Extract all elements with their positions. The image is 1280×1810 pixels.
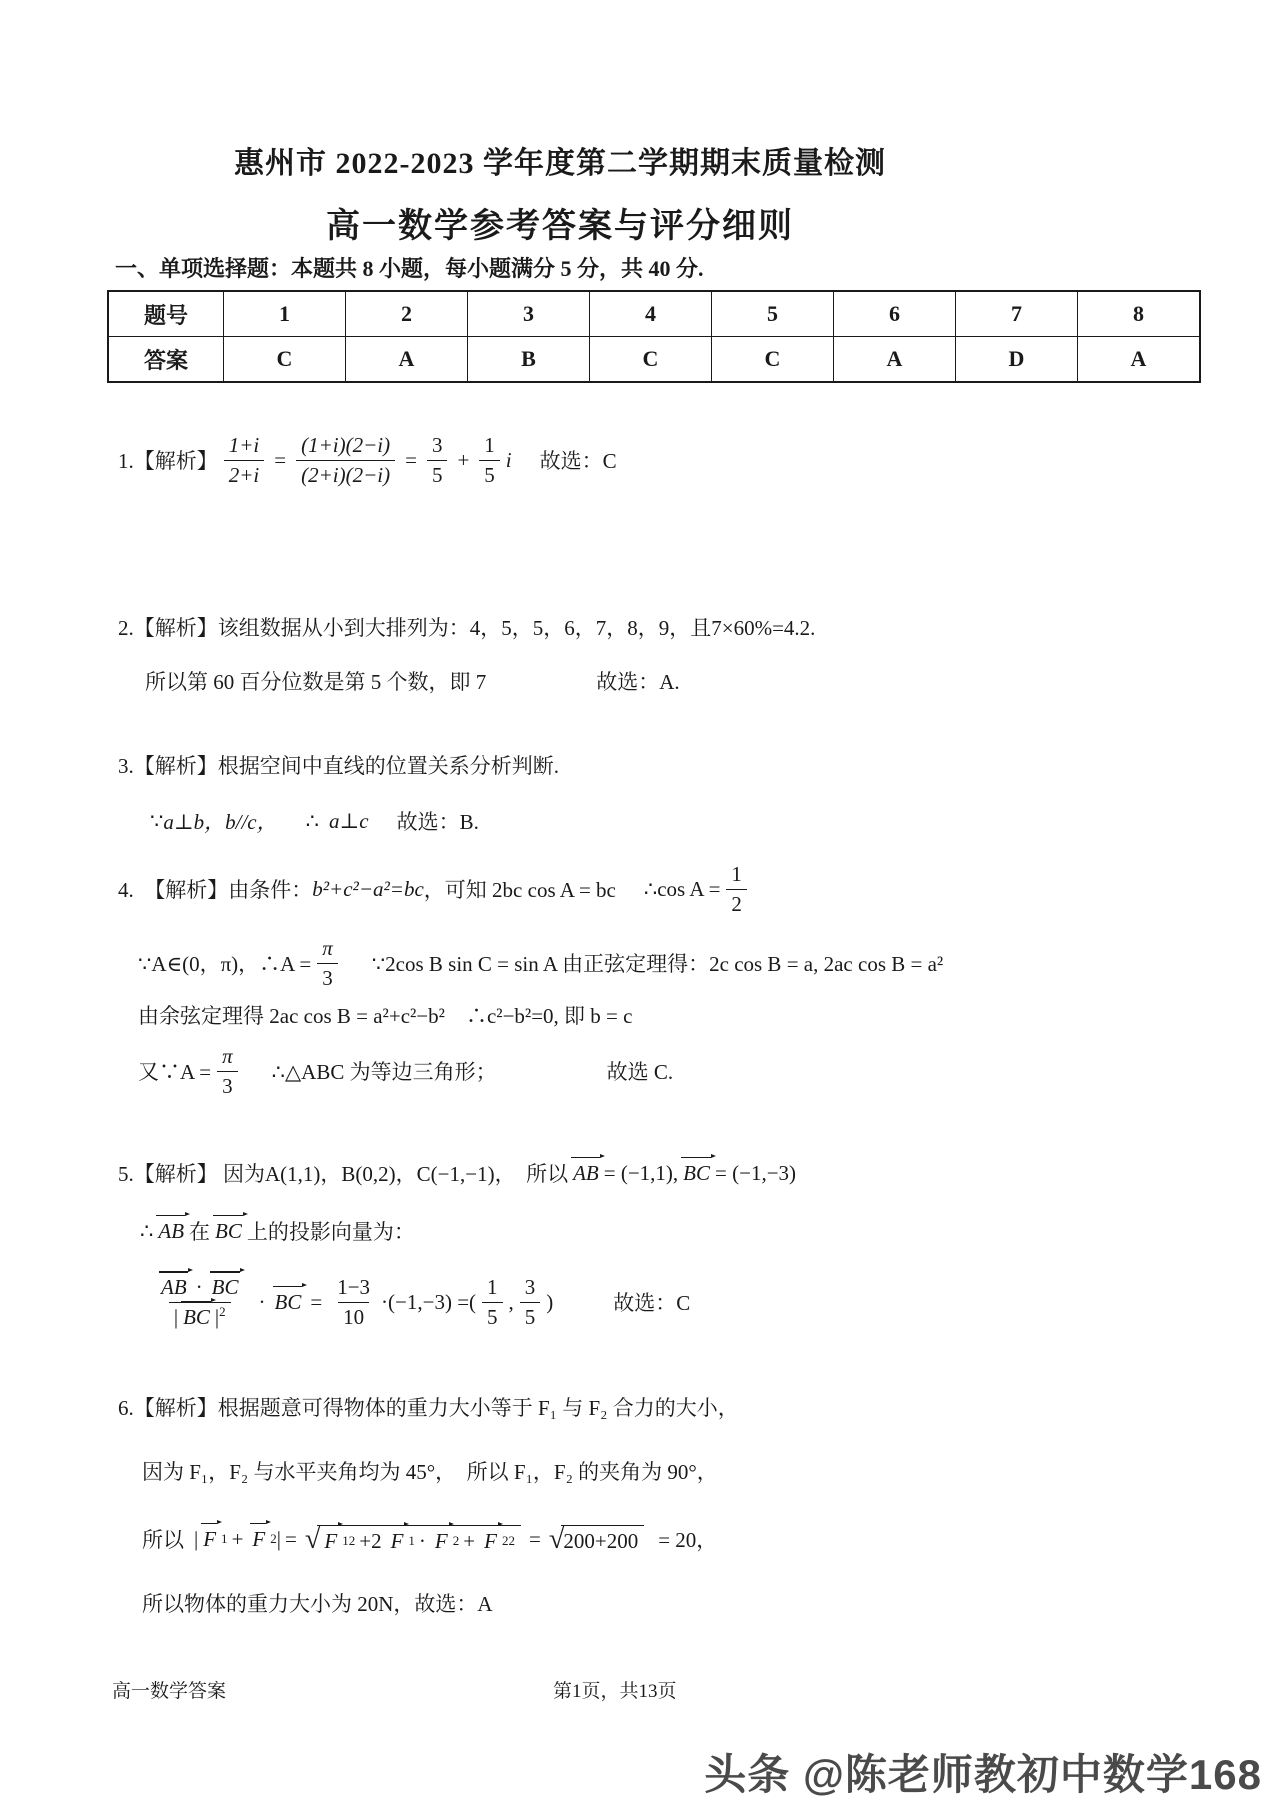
choice-text: 故选：C [613, 1291, 691, 1315]
solution-4-line1: 4. 【解析】由条件： b²+c²−a²=bc ，可知 2bc cos A = bc ∴cos A = $\frac{1}{2}$ [118, 858, 753, 920]
table-cell: 4 [590, 291, 712, 337]
solution-6-line2: 因为 F₁，F₂ 与水平夹角均为 45°， 所以 F₁，F₂ 的夹角为 90°， [142, 1460, 718, 1484]
table-cell: D [956, 337, 1078, 383]
square-root: √ 200+200 [549, 1525, 644, 1554]
solution-1: 1.【解析】 $\frac{1+i}{2+i}$ = $\frac{(1+i)(2-i)}{(2+i)(2-i)}$ = $\frac{3}{5}$ + $\frac{1}{5}$ i 故选：C [118, 433, 617, 487]
solution-3-line2: ∵ a⊥b，b//c， ∴ a⊥c 故选：B. [150, 806, 479, 836]
math-fraction: $\frac{1+i}{2+i}$ [224, 433, 265, 486]
solution-4-line2: ∵A∈(0，π)，∴A = $\frac{\pi}{3}$ ∵2cos B sin C = sin A 由正弦定理得：2c cos B = a, 2ac cos B = a² [138, 936, 944, 990]
choice-text: 故选 C. [606, 1060, 674, 1084]
vector-BC: BC [183, 1304, 210, 1329]
math-fraction: $\frac{1}{5}$ [482, 1275, 503, 1328]
math-fraction: $\frac{AB \cdot BC}{| BC |^2}$ [161, 1275, 239, 1329]
table-cell: C [712, 337, 834, 383]
math-fraction: $\frac{(1+i)(2-i)}{(2+i)(2-i)}$ [296, 433, 395, 486]
vector-F1: F [203, 1526, 217, 1551]
vector-BC: BC [211, 1275, 239, 1300]
table-cell: 题号 [108, 291, 224, 337]
table-cell: 2 [346, 291, 468, 337]
math-fraction: $\frac{1-3}{10}$ [337, 1275, 371, 1329]
table-cell: 7 [956, 291, 1078, 337]
math-fraction: $\frac{\pi}{3}$ [317, 936, 338, 989]
solution-6-line1: 6.【解析】根据题意可得物体的重力大小等于 F₁ 与 F₂ 合力的大小， [118, 1396, 739, 1420]
vector-F1: F [324, 1528, 338, 1553]
vector-F2: F [434, 1528, 448, 1553]
math-fraction: $\frac{3}{5}$ [520, 1275, 541, 1328]
solution-4-line4: 又∵A = $\frac{\pi}{3}$ ∴△ABC 为等边三角形； 故选 C. [138, 1044, 674, 1098]
table-cell: 答案 [108, 337, 224, 383]
vector-BC: BC [215, 1218, 242, 1243]
footer-document-name: 高一数学答案 [112, 1681, 227, 1702]
choice-text: 故选：A. [596, 670, 680, 694]
answer-table [107, 290, 1201, 383]
page-title: 惠州市 2022-2023 学年度第二学期期末质量检测 [234, 147, 886, 180]
solution-2-line1: 2.【解析】该组数据从小到大排列为：4，5，5，6，7，8，9，且7×60%=4.2. [118, 616, 816, 640]
math-fraction: $\frac{1}{2}$ [726, 862, 747, 915]
vector-BC: BC [274, 1289, 302, 1314]
vector-AB: AB [161, 1275, 187, 1300]
vector-F2: F [252, 1526, 266, 1551]
vector-AB: AB [158, 1218, 185, 1243]
solution-2-line2: 所以第 60 百分位数是第 5 个数，即 7 故选：A. [145, 666, 680, 696]
math-fraction: $\frac{3}{5}$ [427, 433, 448, 486]
solution-5-line2: ∴ AB 在 BC 上的投影向量为： [140, 1218, 415, 1244]
table-cell: A [834, 337, 956, 383]
watermark-text: 头条 @陈老师教初中数学168 [704, 1751, 1262, 1798]
solution-6-line4: 所以物体的重力大小为 20N，故选：A [142, 1592, 493, 1616]
choice-text: 故选：B. [396, 810, 479, 834]
table-cell: A [346, 337, 468, 383]
table-cell: A [1078, 337, 1201, 383]
math-fraction: $\frac{\pi}{3}$ [217, 1044, 238, 1097]
table-cell: 8 [1078, 291, 1201, 337]
table-cell: B [468, 337, 590, 383]
solution-1-label: 1.【解析】 [118, 449, 218, 473]
table-cell: C [590, 337, 712, 383]
solution-6-line3: 所以 | F 1 + F 2 | = √ F 1 2 +2 F 1 · F 2 + F 2 2 = √ 200+200 = 20， [142, 1524, 718, 1556]
table-row-question-numbers [108, 291, 1200, 337]
table-cell: C [224, 337, 346, 383]
vector-BC: BC [683, 1160, 711, 1185]
vector-F1: F [390, 1528, 404, 1553]
solution-3-line1: 3.【解析】根据空间中直线的位置关系分析判断. [118, 754, 559, 778]
page-subtitle: 高一数学参考答案与评分细则 [326, 208, 794, 245]
solution-5-line1: 5.【解析】 因为A(1,1)，B(0,2)，C(−1,−1)， 所以 AB = (−1,1), BC = (−1,−3) [118, 1160, 797, 1186]
section-heading: 一、单项选择题：本题共 8 小题，每小题满分 5 分，共 40 分. [115, 256, 704, 281]
vector-AB: AB [573, 1160, 599, 1185]
choice-text: 故选：C [539, 449, 617, 473]
table-cell: 5 [712, 291, 834, 337]
math-fraction: $\frac{1}{5}$ [479, 433, 500, 486]
table-cell: 3 [468, 291, 590, 337]
solution-5-formula: $\frac{AB \cdot BC}{| BC |^2}$ · BC = $\frac{1-3}{10}$ ·(−1,−3) =( $\frac{1}{5}$ , $\frac{3}{5}$ ) 故选：C [145, 1252, 690, 1352]
footer-page-number: 第1页，共13页 [553, 1681, 677, 1702]
table-cell: 1 [224, 291, 346, 337]
vector-F2: F [484, 1528, 497, 1553]
table-row-answers [108, 337, 1200, 383]
solution-4-line3: 由余弦定理得 2ac cos B = a²+c²−b² ∴c²−b²=0, 即 b = c [138, 1004, 633, 1028]
square-root: √ F 1 2 +2 F 1 · F 2 + F 2 2 [305, 1525, 521, 1554]
table-cell: 6 [834, 291, 956, 337]
